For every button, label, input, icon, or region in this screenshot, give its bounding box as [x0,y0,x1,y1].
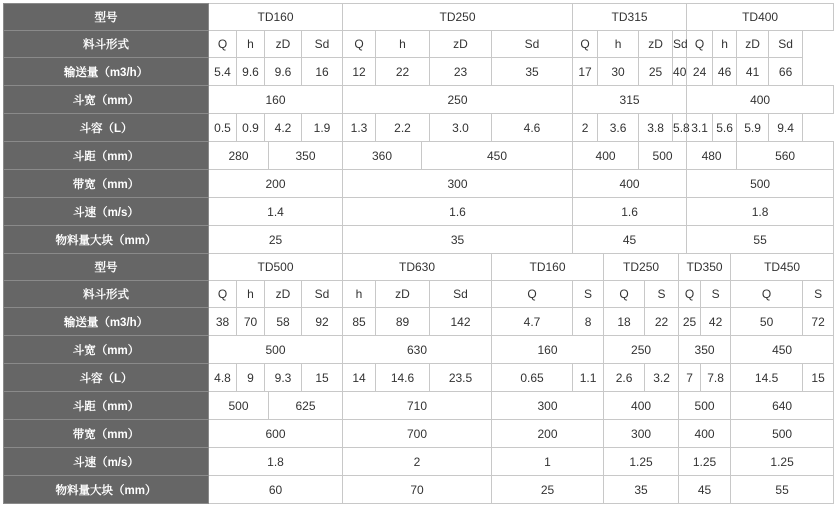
max-lump-cell: 25 [492,476,604,504]
model-cell: TD315 [573,4,687,31]
capacity-cell: 50 [731,308,803,336]
bucket-speed-cell: 1.25 [604,448,679,476]
row-label-capacity: 输送量（m3/h） [4,308,209,336]
bucket-volume-cell: 7 [679,364,701,392]
bucket-type-cell: h [713,31,737,58]
bucket-type-cell: zD [265,31,302,58]
bucket-width-cell: 350 [679,336,731,364]
bucket-width-cell: 630 [343,336,492,364]
bucket-pitch-cell: 560 [737,142,834,170]
capacity-cell: 9.6 [237,58,265,86]
bucket-speed-cell: 1.25 [731,448,834,476]
bucket-type-cell: Q [679,281,701,308]
capacity-cell: 35 [492,58,573,86]
bucket-volume-cell: 1.1 [573,364,604,392]
bucket-type-cell: Q [573,31,598,58]
spec-table [3,3,834,504]
capacity-cell: 17 [573,58,598,86]
capacity-cell: 25 [679,308,701,336]
model-cell: TD400 [687,4,834,31]
belt-width-cell: 300 [604,420,679,448]
bucket-volume-cell: 3.8 [639,114,673,142]
model-cell: TD350 [679,254,731,281]
bucket-pitch-cell: 640 [731,392,834,420]
bucket-type-cell: Sd [430,281,492,308]
bucket-type-cell: h [598,31,639,58]
belt-width-cell: 400 [679,420,731,448]
capacity-cell: 70 [237,308,265,336]
bucket-speed-cell: 1.25 [679,448,731,476]
capacity-cell: 72 [803,308,834,336]
belt-width-cell: 600 [209,420,343,448]
bucket-volume-cell: 9.3 [265,364,302,392]
bucket-pitch-cell: 480 [687,142,737,170]
bucket-volume-cell: 2 [573,114,598,142]
section1-max-lump-row [4,226,834,254]
bucket-volume-cell: 0.9 [237,114,265,142]
bucket-type-cell: S [645,281,679,308]
bucket-volume-cell: 5.9 [737,114,769,142]
belt-width-cell: 400 [573,170,687,198]
bucket-volume-cell: 5.8 [673,114,687,142]
model-cell: TD250 [343,4,573,31]
bucket-width-cell: 450 [731,336,834,364]
capacity-cell: 41 [737,58,769,86]
bucket-volume-cell: 15 [302,364,343,392]
bucket-volume-cell: 1.9 [302,114,343,142]
row-label-bucket-pitch: 斗距（mm） [4,392,209,420]
bucket-type-cell: Sd [769,31,803,58]
model-cell: TD450 [731,254,834,281]
row-label-bucket-speed: 斗速（m/s） [4,198,209,226]
capacity-cell: 8 [573,308,604,336]
bucket-type-cell: Q [492,281,573,308]
capacity-cell: 18 [604,308,645,336]
capacity-cell: 58 [265,308,302,336]
section2-bucket-pitch-row [4,392,834,420]
bucket-volume-cell: 15 [803,364,834,392]
bucket-volume-cell: 4.6 [492,114,573,142]
section1-capacity-row [4,58,834,86]
row-label-belt-width: 带宽（mm） [4,420,209,448]
bucket-volume-cell: 4.8 [209,364,237,392]
bucket-width-cell: 160 [492,336,604,364]
capacity-cell: 142 [430,308,492,336]
bucket-width-cell: 250 [343,86,573,114]
capacity-cell: 22 [645,308,679,336]
capacity-cell: 5.4 [209,58,237,86]
section2-max-lump-row [4,476,834,504]
bucket-pitch-cell: 500 [679,392,731,420]
belt-width-cell: 700 [343,420,492,448]
bucket-pitch-cell: 350 [269,142,343,170]
bucket-type-cell: S [701,281,731,308]
capacity-cell: 9.6 [265,58,302,86]
bucket-pitch-cell: 500 [209,392,269,420]
capacity-cell: 4.7 [492,308,573,336]
model-cell: TD160 [492,254,604,281]
bucket-speed-cell: 1.8 [687,198,834,226]
section2-bucket-volume-row [4,364,834,392]
capacity-cell: 85 [343,308,376,336]
bucket-type-cell: zD [376,281,430,308]
bucket-volume-cell: 9.4 [769,114,803,142]
bucket-volume-cell: 2.6 [604,364,645,392]
bucket-volume-cell: 5.6 [713,114,737,142]
row-label-bucket-pitch: 斗距（mm） [4,142,209,170]
section1-model-row [4,4,834,31]
bucket-volume-cell: 4.2 [265,114,302,142]
bucket-speed-cell: 1.6 [343,198,573,226]
row-label-max-lump: 物料量大块（mm） [4,476,209,504]
bucket-speed-cell: 1 [492,448,604,476]
row-label-bucket-width: 斗宽（mm） [4,86,209,114]
bucket-pitch-cell: 400 [604,392,679,420]
bucket-type-cell: Q [604,281,645,308]
section2-bucket-speed-row [4,448,834,476]
capacity-cell: 40 [673,58,687,86]
bucket-volume-cell: 2.2 [376,114,430,142]
section1-belt-width-row [4,170,834,198]
bucket-pitch-cell: 625 [269,392,343,420]
bucket-pitch-cell: 450 [422,142,573,170]
bucket-volume-cell: 7.8 [701,364,731,392]
capacity-cell: 30 [598,58,639,86]
bucket-width-cell: 500 [209,336,343,364]
bucket-type-cell: Sd [673,31,687,58]
bucket-type-cell: Q [209,31,237,58]
bucket-type-cell: h [237,31,265,58]
capacity-cell: 38 [209,308,237,336]
bucket-pitch-cell: 360 [343,142,422,170]
belt-width-cell: 200 [209,170,343,198]
section1-bucket-width-row [4,86,834,114]
bucket-type-cell: Q [209,281,237,308]
bucket-volume-cell: 14.5 [731,364,803,392]
belt-width-cell: 300 [343,170,573,198]
row-label-capacity: 输送量（m3/h） [4,58,209,86]
bucket-type-cell: h [237,281,265,308]
bucket-width-cell: 400 [687,86,834,114]
capacity-cell: 25 [639,58,673,86]
model-cell: TD250 [604,254,679,281]
row-label-model: 型号 [4,4,209,31]
row-label-max-lump: 物料量大块（mm） [4,226,209,254]
max-lump-cell: 60 [209,476,343,504]
bucket-pitch-cell: 500 [639,142,687,170]
bucket-pitch-cell: 400 [573,142,639,170]
bucket-volume-cell: 14.6 [376,364,430,392]
bucket-type-cell: Sd [492,31,573,58]
bucket-type-cell: h [343,281,376,308]
bucket-speed-cell: 2 [343,448,492,476]
capacity-cell: 66 [769,58,803,86]
section1-bucket-type-row [4,31,834,58]
section1-bucket-pitch-row [4,142,834,170]
section1-bucket-volume-row [4,114,834,142]
bucket-type-cell: Q [343,31,376,58]
capacity-cell: 24 [687,58,713,86]
capacity-cell: 22 [376,58,430,86]
bucket-type-cell: zD [430,31,492,58]
section2-model-row [4,254,834,281]
capacity-cell: 92 [302,308,343,336]
belt-width-cell: 500 [731,420,834,448]
bucket-pitch-cell: 280 [209,142,269,170]
capacity-cell: 12 [343,58,376,86]
bucket-type-cell: zD [639,31,673,58]
bucket-pitch-cell: 300 [492,392,604,420]
bucket-speed-cell: 1.8 [209,448,343,476]
belt-width-cell: 500 [687,170,834,198]
max-lump-cell: 25 [209,226,343,254]
bucket-volume-cell: 1.3 [343,114,376,142]
max-lump-cell: 55 [731,476,834,504]
row-label-bucket-volume: 斗容（L） [4,114,209,142]
bucket-type-cell: Q [731,281,803,308]
section2-belt-width-row [4,420,834,448]
row-label-bucket-type: 料斗形式 [4,281,209,308]
bucket-volume-cell: 3.0 [430,114,492,142]
bucket-width-cell: 315 [573,86,687,114]
model-cell: TD500 [209,254,343,281]
section2-capacity-row [4,308,834,336]
bucket-type-cell: S [803,281,834,308]
row-label-model: 型号 [4,254,209,281]
row-label-belt-width: 带宽（mm） [4,170,209,198]
model-cell: TD160 [209,4,343,31]
max-lump-cell: 45 [573,226,687,254]
bucket-type-cell: zD [265,281,302,308]
bucket-volume-cell: 23.5 [430,364,492,392]
bucket-type-cell: h [376,31,430,58]
row-label-bucket-type: 料斗形式 [4,31,209,58]
bucket-speed-cell: 1.4 [209,198,343,226]
bucket-volume-cell: 3.2 [645,364,679,392]
capacity-cell: 42 [701,308,731,336]
section2-bucket-width-row [4,336,834,364]
bucket-volume-cell: 3.1 [687,114,713,142]
bucket-type-cell: Sd [302,281,343,308]
row-label-bucket-volume: 斗容（L） [4,364,209,392]
max-lump-cell: 35 [343,226,573,254]
bucket-type-cell: Q [687,31,713,58]
capacity-cell: 46 [713,58,737,86]
bucket-width-cell: 160 [209,86,343,114]
bucket-volume-cell: 14 [343,364,376,392]
bucket-volume-cell: 3.6 [598,114,639,142]
capacity-cell: 89 [376,308,430,336]
section1-bucket-speed-row [4,198,834,226]
bucket-type-cell: S [573,281,604,308]
bucket-volume-cell: 9 [237,364,265,392]
bucket-pitch-cell: 710 [343,392,492,420]
max-lump-cell: 35 [604,476,679,504]
bucket-type-cell: zD [737,31,769,58]
bucket-type-cell: Sd [302,31,343,58]
bucket-speed-cell: 1.6 [573,198,687,226]
bucket-volume-cell: 0.65 [492,364,573,392]
row-label-bucket-speed: 斗速（m/s） [4,448,209,476]
section2-bucket-type-row [4,281,834,308]
row-label-bucket-width: 斗宽（mm） [4,336,209,364]
max-lump-cell: 45 [679,476,731,504]
bucket-volume-cell: 0.5 [209,114,237,142]
max-lump-cell: 70 [343,476,492,504]
capacity-cell: 23 [430,58,492,86]
max-lump-cell: 55 [687,226,834,254]
bucket-width-cell: 250 [604,336,679,364]
capacity-cell: 16 [302,58,343,86]
belt-width-cell: 200 [492,420,604,448]
model-cell: TD630 [343,254,492,281]
